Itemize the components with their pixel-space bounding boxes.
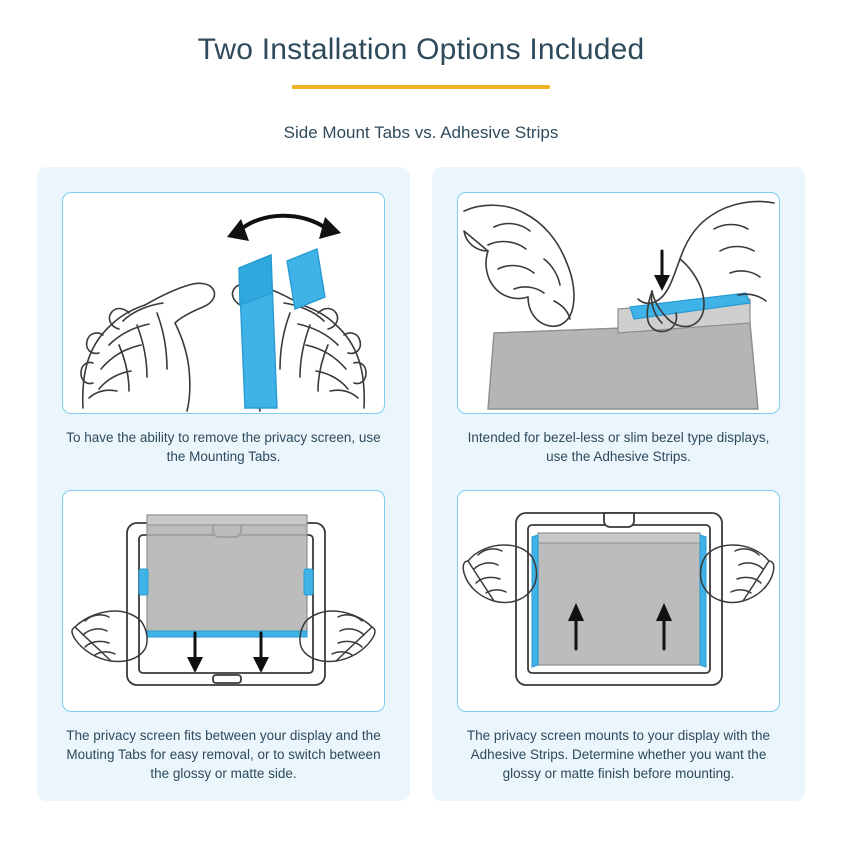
figure-privacy-screen-sliding-into-mounting-tabs xyxy=(62,490,385,712)
caption-screen-mounted-adhesive: The privacy screen mounts to your display with the Adhesive Strips. Determine whether you want the glossy or matte finish before mounting. xyxy=(466,728,771,781)
caption-mounting-tabs: To have the ability to remove the privacy screen, use the Mounting Tabs. xyxy=(66,430,381,464)
page-subtitle: Side Mount Tabs vs. Adhesive Strips xyxy=(283,123,559,142)
page-title: Two Installation Options Included xyxy=(197,33,645,66)
panel-screen-mounted-adhesive xyxy=(457,490,780,783)
column-adhesive-strips xyxy=(432,167,805,801)
caption-adhesive-strip: Intended for bezel-less or slim bezel type displays, use the Adhesive Strips. xyxy=(467,430,770,464)
panels-container xyxy=(0,167,842,801)
figure-hands-bending-mounting-tab xyxy=(62,192,385,414)
figure-privacy-screen-mounted-with-adhesive-strips xyxy=(457,490,780,712)
column-side-mount-tabs xyxy=(37,167,410,801)
title-underline-rule xyxy=(292,85,550,89)
caption-screen-into-tabs: The privacy screen fits between your display and the Mouting Tabs for easy removal, or to switch between the glossy or matte side. xyxy=(66,728,381,781)
panel-screen-into-tabs xyxy=(62,490,385,783)
panel-mounting-tabs xyxy=(62,192,385,466)
figure-hand-pressing-adhesive-strip xyxy=(457,192,780,414)
panel-adhesive-strip xyxy=(457,192,780,466)
